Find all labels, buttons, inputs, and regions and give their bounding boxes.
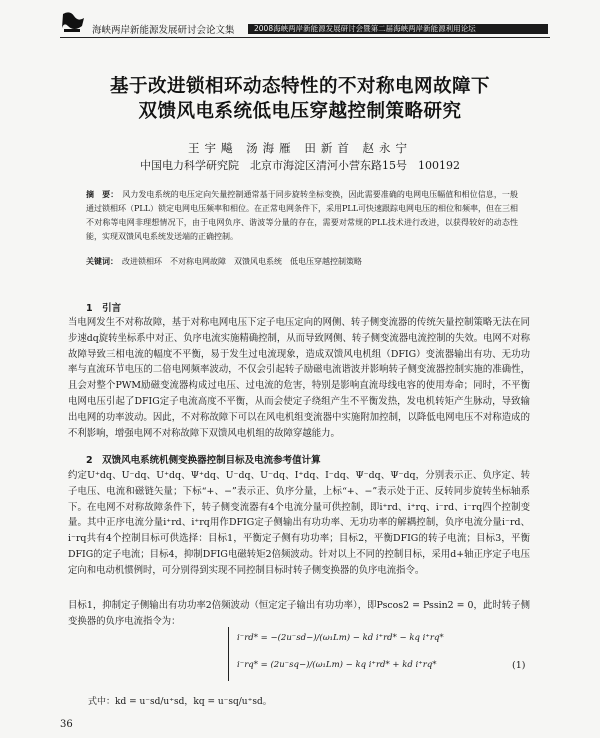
control-paragraph: 约定U⁺dq、U⁻dq、U⁺dq、Ψ⁺dq、U⁻dq、U⁻dq、I⁺dq、I⁻dq、Ψ⁻dq、Ψ⁻dq，分别表示正、负序定、转子电压、电流和磁链矢量；下标“+、−”表示正、负序分量，上标“+、−”表示处于正、反转同步旋转坐标轴系下。在电网不对称故障条件下，转子侧变流器有4个电流分量可供控制，即i⁺rd、i⁺rq、i⁻rd、i⁻rq四个控制变量。其中正序电流分量i⁺rd、i⁺rq用作DFIG定子侧输出有功功率、无功功率的解耦控制，负序电流分量i⁻rd、i⁻rq共有4个控制目标可供选择：目标1，平衡定子侧有功功率；目标2，平衡DFIG的转子电流；目标3，平衡DFIG的定子电流；目标4，抑制DFIG电磁转矩2倍频波动。针对以上不同的控制目标，采用d+轴正序定子电压定向和电动机惯例时，可分别得到实现不同控制目标时转子侧变换器的负序电流指令。 xyxy=(68,470,530,576)
target1-paragraph: 目标1，抑制定子侧输出有功功率2倍频波动（恒定定子输出有功功率），即Pscos2 = Pssin2 = 0，此时转子侧变换器的负序电流指令为： xyxy=(68,600,530,627)
keywords xyxy=(86,256,518,267)
header-left-text: 海峡两岸新能源发展研讨会论文集 xyxy=(92,25,235,36)
intro-paragraph: 当电网发生不对称故障，基于对称电网电压下定子电压定向的网侧、转子侧变流器的传统矢量控制策略无法在同步速dq旋转坐标系中对正、负序电流实施精确控制，从而导致网侧、转子侧变流器电流控制的失效。电网不对称故障导致三相电流的幅度不平衡，易于发生过电流现象，造成双馈风电机组（DFIG）变流器输出有功、无功功率与直流环节电压的二倍电网频率波动，不仅会引起转子励磁电流谐波并影响转子侧变流器控制实施的准确性，且会对整个PWM励磁变流器构成过电压、过电流的危害，特别是影响直流母线电容的使用寿命；同时，不平衡电网电压引起了DFIG定子电流高度不平衡，从而会使定子绕组产生不平衡发热，发电机转矩产生脉动，导致输出电网的功率波动。因此，不对称故障下可以在风电机组变流器中实施附加控制，以降低电网电压不对称造成的不利影响，增强电网不对称故障下双馈风电机组的故障穿越能力。 xyxy=(68,317,531,439)
equation-number: (1) xyxy=(512,660,526,671)
section-heading-control: 2 双馈风电系统机侧变换器控制目标及电流参考值计算 xyxy=(86,455,321,466)
header-right-bar: 2008海峡两岸新能源发展研讨会暨第二届海峡两岸新能源利用论坛 xyxy=(248,24,548,34)
equation-1 xyxy=(228,627,444,681)
section-heading-intro: 1 引言 xyxy=(86,303,122,314)
page-number: 36 xyxy=(60,719,73,730)
affiliation: 中国电力科学研究院 北京市海淀区清河小营东路15号 100192 xyxy=(140,159,460,172)
keywords-label: 关键词： xyxy=(86,257,118,266)
journal-logo-icon xyxy=(60,10,86,34)
abstract-label: 摘 要： xyxy=(86,190,119,199)
paper-title-line1: 基于改进锁相环动态特性的不对称电网故障下 xyxy=(109,76,490,97)
header-rule xyxy=(60,37,550,38)
equation-where: 式中：kd = u⁻sd/u⁺sd，kq = u⁻sq/u⁺sd。 xyxy=(88,697,272,707)
authors: 王宇飚 汤海雁 田新首 赵永宁 xyxy=(188,141,412,155)
keywords-text: 改进锁相环 不对称电网故障 双馈风电系统 低电压穿越控制策略 xyxy=(122,257,362,266)
abstract xyxy=(86,188,518,244)
running-header xyxy=(0,0,600,40)
abstract-text: 风力发电系统的电压定向矢量控制通常基于同步旋转坐标变换，因此需要准确的电网电压幅值和相位信息，一般通过锁相环（PLL）锁定电网电压频率和相位。在正常电网条件下，采用PLL可快速跟踪电网电压的相位和频率，但在三相不对称等电网非理想情况下，由于电网负序、谐波等分量的存在，需要对常规的PLL技术进行改进，以获得较好的动态性能，实现双馈风电系统发送端的正确控制。 xyxy=(86,190,519,241)
equation-row-2: i⁻rq* = (2u⁻sq−)/(ω₁Lm) − kq i⁺rd* + kd i⁺rq* xyxy=(237,660,437,670)
equation-row-1: i⁻rd* = −(2u⁻sd−)/(ω₁Lm) − kd i⁺rd* − kq i⁺rq* xyxy=(237,633,444,643)
paper-title-line2: 双馈风电系统低电压穿越控制策略研究 xyxy=(138,101,462,122)
